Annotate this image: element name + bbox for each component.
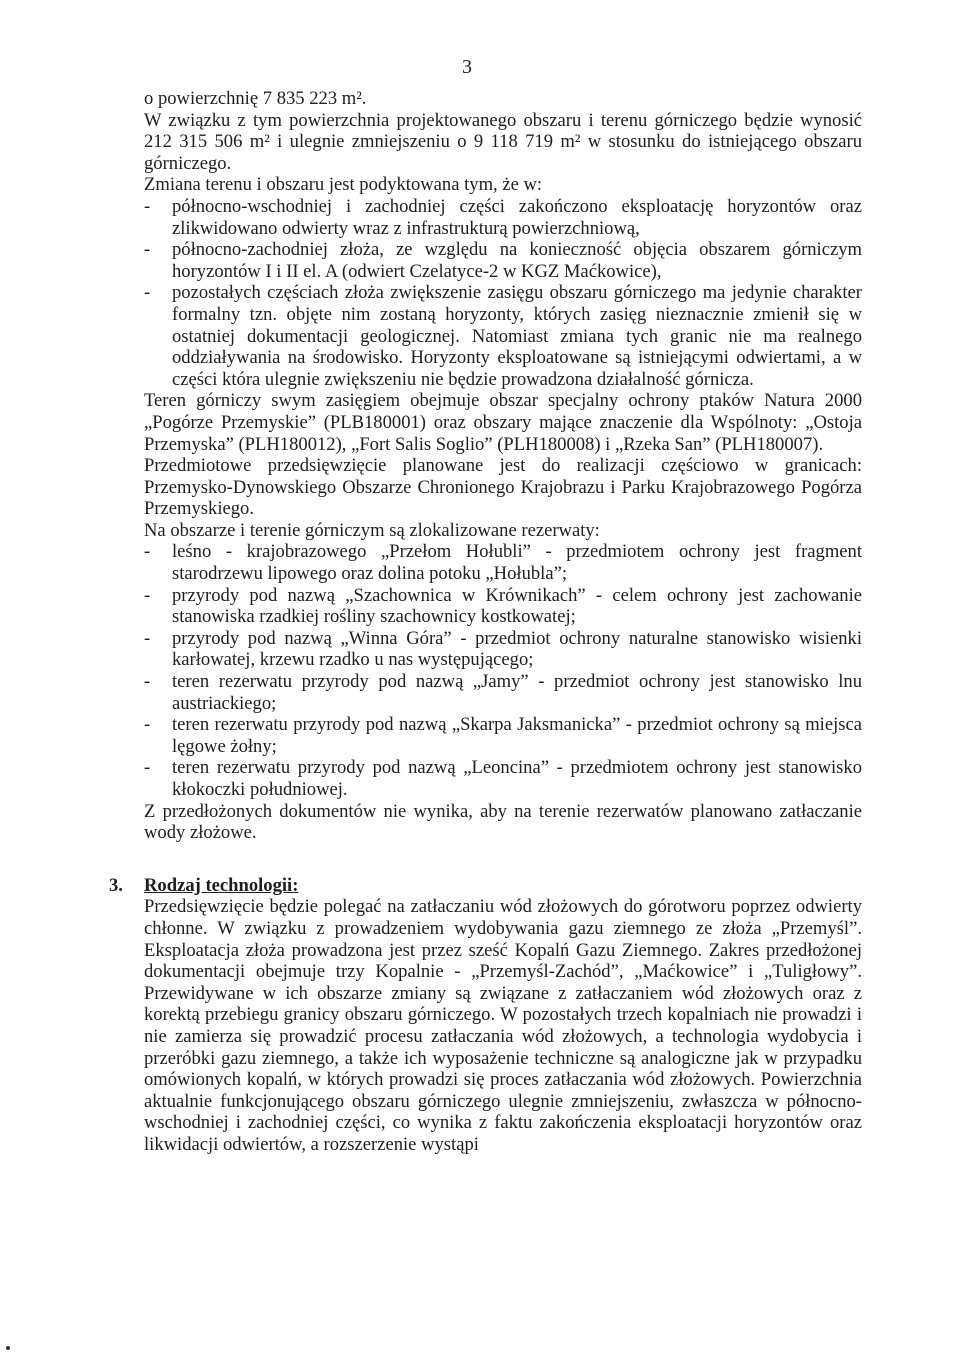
paragraph: W związku z tym powierzchnia projektowanego obszaru i terenu górniczego będzie wynosić 212 315 506 m² i ulegnie zmniejszeniu o 9 118 719 m² w stosunku do istniejącego obszaru górniczego. <box>144 109 862 174</box>
section-spacer <box>144 844 862 875</box>
bullet-dash: - <box>144 282 151 304</box>
paragraph: Teren górniczy swym zasięgiem obejmuje obszar specjalny ochrony ptaków Natura 2000 „Pogórze Przemyskie” (PLB180001) oraz obszary mające znaczenie dla Wspólnoty: „Ostoja Przemyska” (PLH180012), „Fort Salis Soglio” (PLH180008) i „Rzeka San” (PLH180007). <box>144 390 862 455</box>
list-item <box>144 757 862 800</box>
list-item <box>144 628 862 671</box>
bullet-dash: - <box>144 671 151 693</box>
scan-speck <box>6 1346 10 1350</box>
section-body: Przedsięwzięcie będzie polegać na zatłaczaniu wód złożowych do górotworu poprzez odwierty chłonne. W związku z prowadzeniem wydobywania gazu ziemnego ze złoża „Przemyśl”. Eksploatacja złoża prowadzona jest przez sześć Kopalń Gazu Ziemnego. Zakres przedłożonej dokumentacji obejmuje trzy Kopalnie - „Przemyśl-Zachód”, „Maćkowice” i „Tuligłowy”. Przewidywane w ich obszarze zmiany są związane z zatłaczaniem wód złożowych oraz z korektą przebiegu granicy obszaru górniczego. W pozostałych trzech kopalniach nie prowadzi i nie zamierza się prowadzić procesu zatłaczania wód złożowych, a technologia wydobycia i przeróbki gazu ziemnego, a także ich wyposażenie techniczne są analogiczne jak w przypadku omówionych kopalń, w których prowadzi się proces zatłaczania wód złożowych. Powierzchnia aktualnie funkcjonującego obszaru górniczego ulegnie zmniejszeniu, zwłaszcza w północno-wschodniej i zachodniej części, co wynika z faktu zakończenia eksploatacji horyzontów oraz likwidacji odwiertów, a rozszerzenie wystąpi <box>144 896 862 1155</box>
bullet-dash: - <box>144 239 151 261</box>
bullet-dash: - <box>144 714 151 736</box>
list-item-text: północno-wschodniej i zachodniej części zakończono eksploatację horyzontów oraz zlikwidowano odwierty wraz z infrastrukturą powierzchniową, <box>172 195 862 239</box>
list-item-text: pozostałych częściach złoża zwiększenie zasięgu obszaru górniczego ma jedynie charakter formalny tzn. objęte nim zostaną horyzonty, których zasięg nieznacznie zmienił się w ostatniej dokumentacji geologicznej. Natomiast zmiana tych granic nie ma realnego oddziaływania na środowisko. Horyzonty eksploatowane są istniejącymi odwiertami, a w części która ulegnie zwiększeniu nie będzie prowadzona działalność górnicza. <box>172 282 862 390</box>
list-item <box>144 196 862 239</box>
bullet-dash: - <box>144 584 151 606</box>
list-item <box>144 585 862 628</box>
list-item <box>144 714 862 757</box>
list-item <box>144 671 862 714</box>
bullet-dash: - <box>144 541 151 563</box>
list-item <box>144 239 862 282</box>
list-item-text: teren rezerwatu przyrody pod nazwą „Jamy” - przedmiot ochrony jest stanowisko lnu austriackiego; <box>172 671 862 714</box>
bullet-dash: - <box>144 195 151 217</box>
list-item-text: północno-zachodniej złoża, ze względu na konieczność objęcia obszarem górniczym horyzontów I i II el. A (odwiert Czelatyce-2 w KGZ Maćkowice), <box>172 239 862 282</box>
paragraph: Z przedłożonych dokumentów nie wynika, aby na terenie rezerwatów planowano zatłaczanie wody złożowe. <box>144 800 862 844</box>
list-item-text: teren rezerwatu przyrody pod nazwą „Leoncina” - przedmiotem ochrony jest stanowisko kłokoczki południowej. <box>172 757 862 800</box>
section-title: Rodzaj technologii: <box>144 874 299 896</box>
paragraph: o powierzchnię 7 835 223 m². <box>144 88 367 109</box>
bullet-dash: - <box>144 627 151 649</box>
list-item <box>144 282 862 390</box>
paragraph: Zmiana terenu i obszaru jest podyktowana tym, że w: <box>144 174 543 196</box>
section-number: 3. <box>109 874 123 896</box>
section-heading <box>109 874 862 897</box>
paragraph: Na obszarze i terenie górniczym są zlokalizowane rezerwaty: <box>144 519 600 541</box>
bullet-dash: - <box>144 757 151 779</box>
page-number: 3 <box>462 56 472 78</box>
paragraph: Przedmiotowe przedsięwzięcie planowane jest do realizacji częściowo w granicach: Przemysko-Dynowskiego Obszarze Chronionego Krajobrazu i Parku Krajobrazowego Pogórza Przemyskiego. <box>144 455 862 520</box>
list-item-text: teren rezerwatu przyrody pod nazwą „Skarpa Jaksmanicka” - przedmiot ochrony są miejsca lęgowe żołny; <box>172 714 862 757</box>
page-content <box>109 88 862 1156</box>
list-item-text: przyrody pod nazwą „Szachownica w Krównikach” - celem ochrony jest zachowanie stanowiska rzadkiej rośliny szachownicy kostkowatej; <box>172 584 862 628</box>
list-item-text: przyrody pod nazwą „Winna Góra” - przedmiot ochrony naturalne stanowisko wisienki karłowatej, krzewu rzadko u nas występującego; <box>172 627 862 671</box>
list-item-text: leśno - krajobrazowego „Przełom Hołubli” - przedmiotem ochrony jest fragment starodrzewu lipowego oraz dolina potoku „Hołubla”; <box>172 541 862 585</box>
list-item <box>144 541 862 584</box>
